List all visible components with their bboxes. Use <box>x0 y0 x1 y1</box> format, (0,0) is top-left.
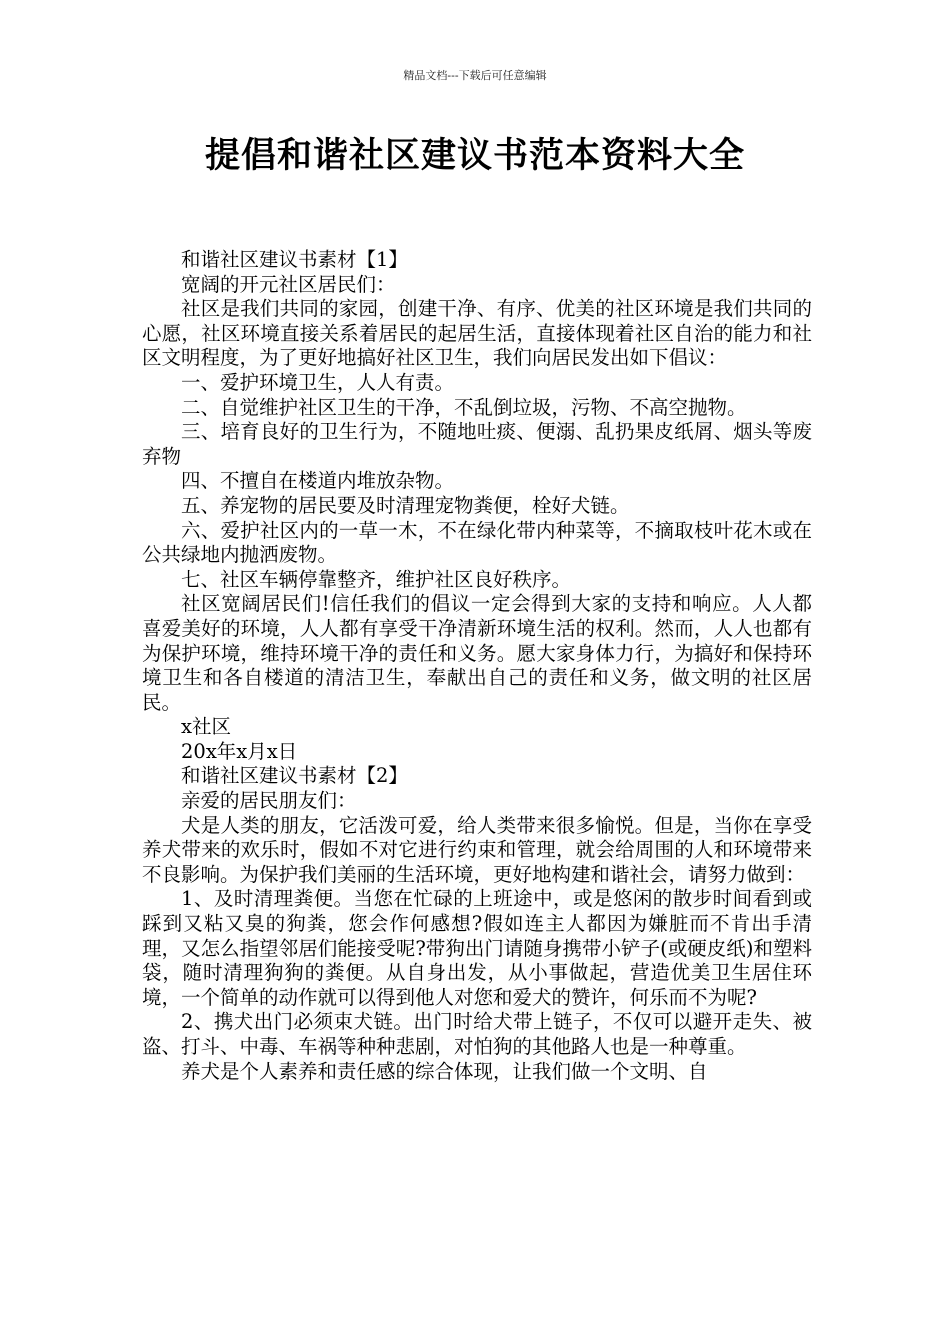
paragraph-heading-1: 和谐社区建议书素材【1】 <box>181 248 408 271</box>
signature-org: x社区 <box>181 715 231 739</box>
paragraph: 2、携犬出门必须束犬链。出门时给犬带上链子，不仅可以避开走失、被盗、打斗、中毒、车祸等种种悲剧，对怕狗的其他路人也是一种尊重。 <box>142 1010 812 1058</box>
document-title: 提倡和谐社区建议书范本资料大全 <box>204 136 745 176</box>
paragraph-salutation-2: 亲爱的居民朋友们： <box>181 789 357 813</box>
document-body <box>142 248 812 1084</box>
paragraph: 社区是我们共同的家园，创建干净、有序、优美的社区环境是我们共同的心愿，社区环境直接关系着居民的起居生活，直接体现着社区自治的能力和社区文明程度，为了更好地搞好社区卫生，我们向居民发出如下倡议： <box>142 297 812 370</box>
paragraph-salutation-1: 宽阔的开元社区居民们： <box>181 272 396 296</box>
paragraph: 社区宽阔居民们!信任我们的倡议一定会得到大家的支持和响应。人人都喜爱美好的环境，人人都有享受干净清新环境生活的权利。然而，人人也都有为保护环境，维持环境干净的责任和义务。愿大家身体力行，为搞好和保持环境卫生和各自楼道的清洁卫生，奉献出自己的责任和义务，做文明的社区居民。 <box>142 592 812 714</box>
page-header: 精品文档---下载后可任意编辑 <box>403 69 547 82</box>
list-item: 三、培育良好的卫生行为，不随地吐痰、便溺、乱扔果皮纸屑、烟头等废弃物 <box>142 420 812 468</box>
paragraph: 养犬是个人素养和责任感的综合体现，让我们做一个文明、自 <box>181 1059 708 1083</box>
paragraph-heading-2: 和谐社区建议书素材【2】 <box>181 764 408 788</box>
list-item: 二、自觉维护社区卫生的干净，不乱倒垃圾，污物、不高空抛物。 <box>181 395 747 419</box>
list-item: 一、爱护环境卫生，人人有责。 <box>181 370 455 394</box>
list-item: 六、爱护社区内的一草一木，不在绿化带内种菜等，不摘取枝叶花木或在公共绿地内抛洒废物。 <box>142 518 812 567</box>
signature-date: 20x年x月x日 <box>181 739 298 763</box>
paragraph: 1、及时清理粪便。当您在忙碌的上班途中，或是悠闲的散步时间看到或踩到又粘又臭的狗粪，您会作何感想?假如连主人都因为嫌脏而不肯出手清理，又怎么指望邻居们能接受呢?带狗出门请随身携带小铲子(或硬皮纸)和塑料袋，随时清理狗狗的粪便。从自身出发，从小事做起，营造优美卫生居住环境，一个简单的动作就可以得到他人对您和爱犬的赞许，何乐而不为呢? <box>142 887 812 1009</box>
list-item: 五、养宠物的居民要及时清理宠物粪便，栓好犬链。 <box>181 493 630 517</box>
list-item: 四、不擅自在楼道内堆放杂物。 <box>181 469 455 493</box>
paragraph: 犬是人类的朋友，它活泼可爱，给人类带来很多愉悦。但是，当你在享受养犬带来的欢乐时，假如不对它进行约束和管理，就会给周围的人和环境带来不良影响。为保护我们美丽的生活环境，更好地构建和谐社会，请努力做到： <box>142 813 812 886</box>
list-item: 七、社区车辆停靠整齐，维护社区良好秩序。 <box>181 567 572 591</box>
